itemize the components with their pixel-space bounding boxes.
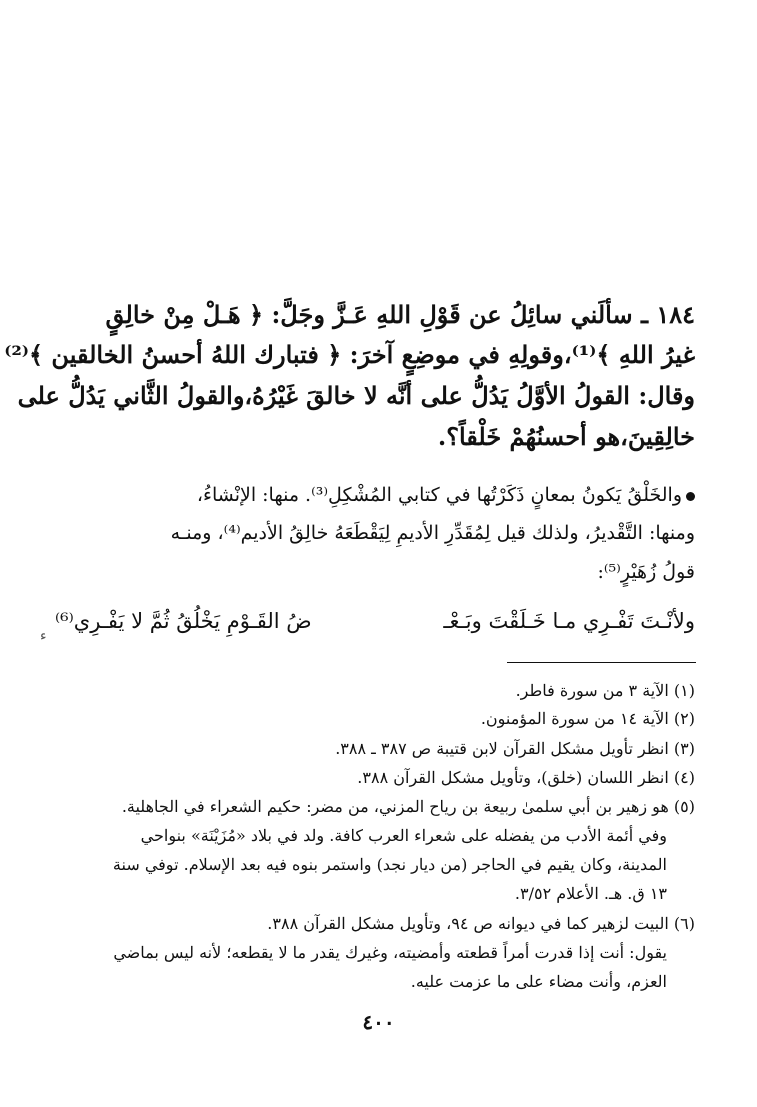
- answer-line-1-text: والخَلْقُ يَكونُ بمعانٍ ذَكَرْتُها في كتابي المُشْكِلِ⁽³⁾. منها: الإنْشاءُ،: [196, 484, 682, 506]
- poem-first-hemistich: ولأنْـتَ تَفْـرِي مـا خَـلَقْتَ وبَـعْـ: [443, 609, 695, 633]
- question-line-4: خالِقِينَ،هو أحسنُهُمْ خَلْقاً؟.: [437, 422, 695, 451]
- footnote-separator: [507, 662, 696, 663]
- answer-line-3: قولُ زُهَيْرٍ⁽⁵⁾:: [597, 561, 695, 583]
- answer-line-2: ومنها: التَّقْديرُ، ولذلك قيل لِمُقَدِّرِ الأديمِ لِيَقْطَعَهُ خالِقُ الأديم⁽⁴⁾، ومنـه: [170, 522, 695, 544]
- footnote-4: (٤) انظر اللسان (خلق)، وتأويل مشكل القرآن ٣٨٨.: [357, 768, 695, 787]
- page-number: ٤٠٠: [362, 1010, 395, 1034]
- footnote-3: (٣) انظر تأويل مشكل القرآن لابن قتيبة ص ٣٨٧ ـ ٣٨٨.: [335, 739, 695, 758]
- question-line-1: ١٨٤ ـ سألَني سائِلُ عن قَوْلِ اللهِ عَـزَّ وجَلَّ: ﴿ هَـلْ مِنْ خالِقٍ: [105, 300, 695, 329]
- footnote-5-cont-2: المدينة، وكان يقيم في الحاجر (من ديار نجد) واستمر بنوه فيه بعد الإسلام. توفي سنة: [112, 855, 667, 874]
- poem-verse: [55, 604, 695, 638]
- footnote-5-cont-3: ١٣ ق. هـ. الأعلام ٣/٥٢.: [514, 884, 667, 903]
- footnote-5: (٥) هو زهير بن أبي سلمىٰ ربيعة بن رياح المزني، من مضر: حكيم الشعراء في الجاهلية.: [121, 797, 695, 816]
- footnote-2: (٢) الآية ١٤ من سورة المؤمنون.: [480, 709, 695, 728]
- question-line-3: وقال: القولُ الأوَّلُ يَدُلُّ على أنَّه لا خالقَ غَيْرُهُ،والقولُ الثَّاني يَدُلُّ على: [17, 381, 695, 410]
- footnote-6: (٦) البيت لزهير كما في ديوانه ص ٩٤، وتأويل مشكل القرآن ٣٨٨.: [267, 914, 695, 933]
- poem-second-hemistich: ضُ القَـوْمِ يَخْلُقُ ثُمَّ لا يَفْـرِي⁽⁶⁾: [55, 609, 312, 633]
- margin-mark: ء: [40, 628, 47, 644]
- bullet-icon: [686, 492, 695, 501]
- footnote-1: (١) الآية ٣ من سورة فاطر.: [515, 681, 695, 700]
- answer-line-1: [63, 478, 695, 512]
- footnote-6-cont-2: العزم، وأنت مضاء على ما عزمت عليه.: [410, 972, 667, 991]
- footnote-6-cont-1: يقول: أنت إذا قدرت أمراً قطعته وأمضيته، وغيرك يقدر ما لا يقطعه؛ لأنه ليس بماضي: [113, 943, 667, 962]
- footnote-5-cont-1: وفي أئمة الأدب من يفضله على شعراء العرب كافة. ولد في بلاد «مُزَيْنَة» بنواحي: [140, 826, 667, 845]
- question-line-2: غيرُ اللهِ ﴾⁽¹⁾،وقولِهِ في موضِعٍ آخرَ: ﴿ فتبارك اللهُ أحسنُ الخالقين ﴾⁽²⁾: [4, 340, 695, 369]
